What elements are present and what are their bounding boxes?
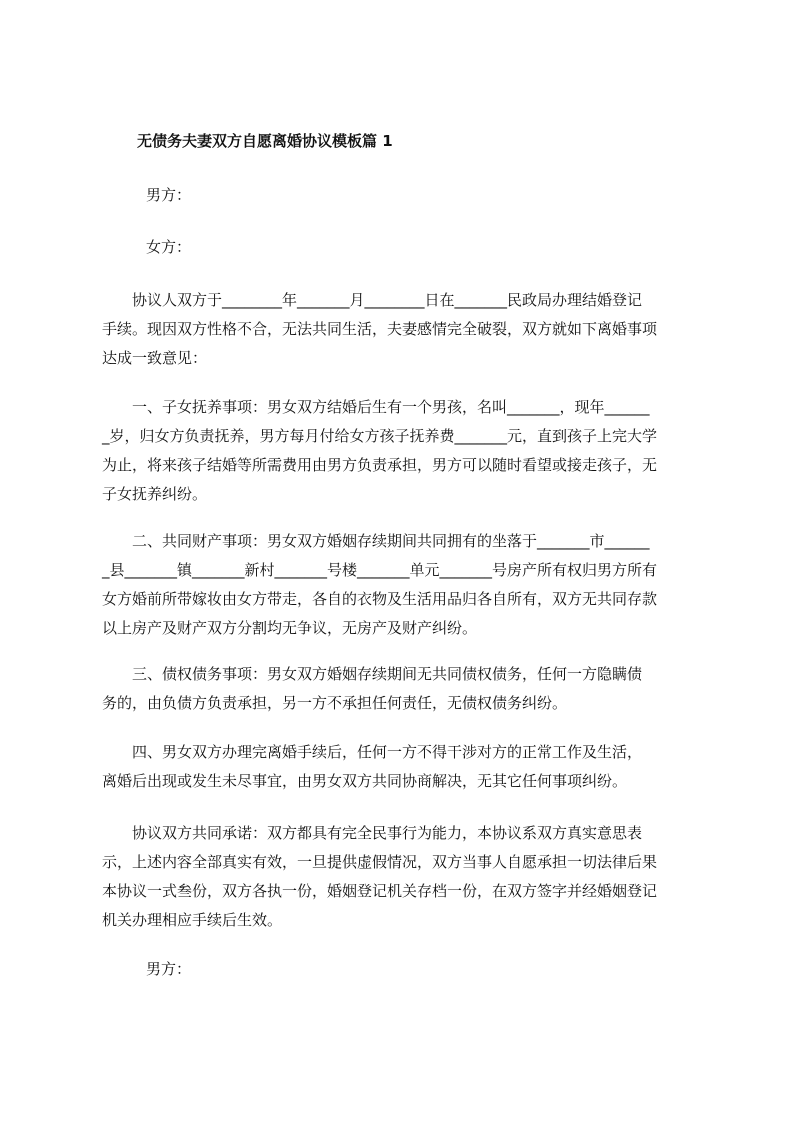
debt-clause-paragraph bbox=[102, 660, 722, 718]
paragraph-line: 协议人双方于________年_______月________日在_______民政局办理结婚登记 bbox=[102, 291, 643, 309]
paragraph-line: 女方婚前所带嫁妆由女方带走，各自的衣物及生活用品归各自所有，双方无共同存款 bbox=[102, 590, 658, 608]
post-divorce-clause-paragraph bbox=[102, 738, 722, 796]
paragraph-line: 离婚后出现或发生未尽事宜，由男女双方共同协商解决，无其它任何事项纠纷。 bbox=[102, 772, 628, 790]
paragraph-line: 四、男女双方办理完离婚手续后，任何一方不得干涉对方的正常工作及生活， bbox=[102, 743, 643, 761]
female-party-label: 女方： bbox=[146, 238, 192, 256]
paragraph-line: 以上房产及财产双方分割均无争议，无房产及财产纠纷。 bbox=[102, 619, 478, 637]
male-party-label: 男方： bbox=[146, 186, 192, 204]
children-clause-paragraph bbox=[102, 393, 722, 509]
property-clause-paragraph bbox=[102, 527, 722, 643]
paragraph-line: _岁，归女方负责抚养，男方每月付给女方孩子抚养费_______元，直到孩子上完大学 bbox=[102, 427, 658, 445]
intro-paragraph bbox=[102, 286, 722, 373]
paragraph-line: 二、共同财产事项：男女双方婚姻存续期间共同拥有的坐落于_______市______ bbox=[102, 532, 650, 550]
paragraph-line: 子女抚养纠纷。 bbox=[102, 485, 208, 503]
commitment-paragraph bbox=[102, 819, 722, 935]
paragraph-line: 达成一致意见： bbox=[102, 349, 208, 367]
paragraph-line: 为止，将来孩子结婚等所需费用由男方负责承担，男方可以随时看望或接走孩子，无 bbox=[102, 456, 658, 474]
paragraph-line: 协议双方共同承诺：双方都具有完全民事行为能力，本协议系双方真实意思表 bbox=[102, 824, 643, 842]
paragraph-line: 务的，由负债方负责承担，另一方不承担任何责任，无债权债务纠纷。 bbox=[102, 694, 568, 712]
document-title: 无债务夫妻双方自愿离婚协议模板篇 1 bbox=[137, 132, 393, 150]
paragraph-line: _县_______镇_______新村_______号楼_______单元_______号房产所有权归男方所有 bbox=[102, 561, 658, 579]
paragraph-line: 手续。现因双方性格不合，无法共同生活，夫妻感情完全破裂，双方就如下离婚事项 bbox=[102, 320, 658, 338]
paragraph-line: 本协议一式叁份，双方各执一份，婚姻登记机关存档一份，在双方签字并经婚姻登记 bbox=[102, 882, 658, 900]
paragraph-line: 三、债权债务事项：男女双方婚姻存续期间无共同债权债务，任何一方隐瞒债 bbox=[102, 665, 643, 683]
paragraph-line: 机关办理相应手续后生效。 bbox=[102, 911, 283, 929]
male-signature-label: 男方： bbox=[146, 960, 192, 978]
paragraph-line: 示，上述内容全部真实有效，一旦提供虚假情况，双方当事人自愿承担一切法律后果 bbox=[102, 853, 658, 871]
paragraph-line: 一、子女抚养事项：男女双方结婚后生有一个男孩，名叫_______，现年______ bbox=[102, 398, 650, 416]
